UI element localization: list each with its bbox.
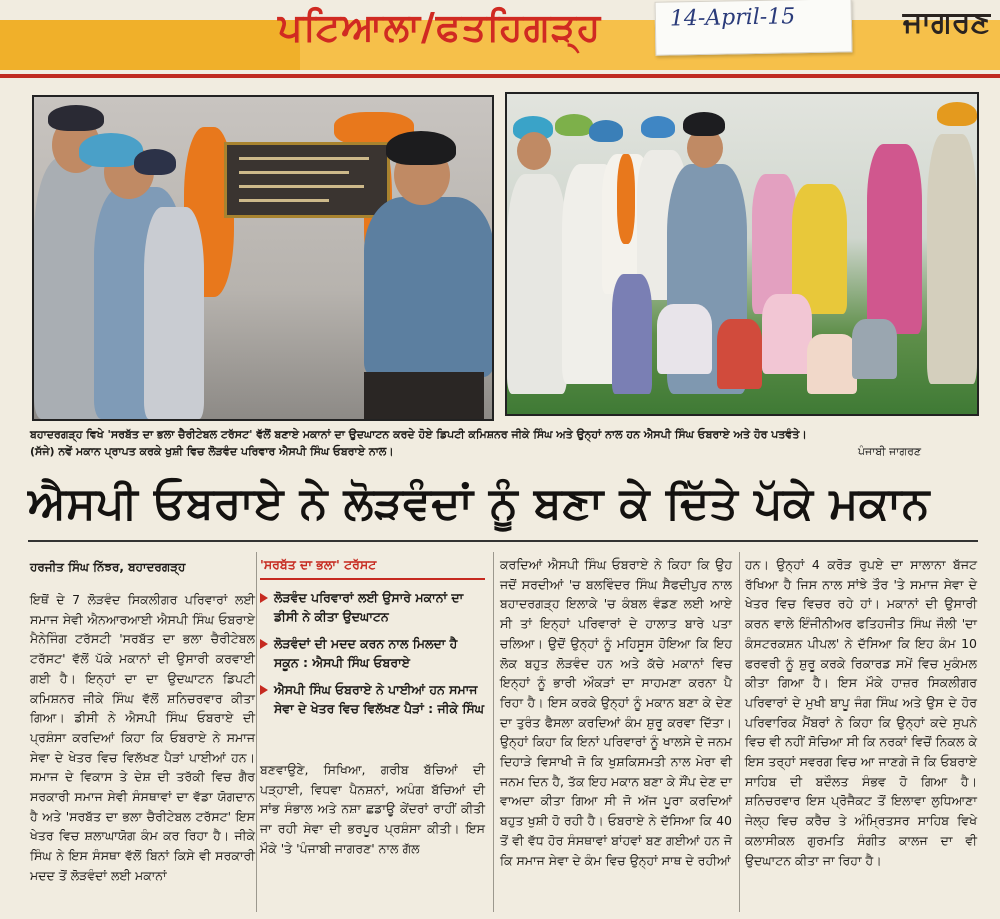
photo-family-group <box>505 92 979 416</box>
article-column-1: ਇਥੋਂ ਦੇ 7 ਲੋੜਵੰਦ ਸਿਕਲੀਗਰ ਪਰਿਵਾਰਾਂ ਲਈ ਸਮਾਜ ਸੇਵੀ ਐਨਆਰਆਈ ਐਸਪੀ ਸਿੰਘ ਓਬਰਾਏ ਮੈਨੇਜਿੰਗ ਟਰੱਸਟੀ 'ਸਰਬੱਤ ਦਾ ਭਲਾ ਚੈਰੀਟੇਬਲ ਟਰੱਸਟ' ਵੱਲੋਂ ਪੱਕੇ ਮਕਾਨਾਂ ਦੀ ਉਸਾਰੀ ਕਰਵਾਈ ਗਈ ਹੈ। ਇਨ੍ਹਾਂ ਦਾ ਦਾ ਉਦਘਾਟਨ ਡਿਪਟੀ ਕਮਿਸ਼ਨਰ ਜੀਕੇ ਸਿੰਘ ਵੱਲੋਂ ਸ਼ਨਿਚਰਵਾਰ ਕੀਤਾ ਗਿਆ। ਡੀਸੀ ਨੇ ਐਸਪੀ ਸਿੰਘ ਓਬਰਾਏ ਦੀ ਪ੍ਰਸ਼ੰਸਾ ਕਰਦਿਆਂ ਕਿਹਾ ਕਿ ਓਬਰਾਏ ਨੇ ਸਮਾਜ ਸੇਵਾ ਦੇ ਖੇਤਰ ਵਿਚ ਵਿਲੱਖਣ ਪੈੜਾਂ ਪਾਈਆਂ ਹਨ। ਸਮਾਜ ਦੇ ਵਿਕਾਸ ਤੇ ਦੇਸ਼ ਦੀ ਤਰੱਕੀ ਵਿਚ ਗੈਰ ਸਰਕਾਰੀ ਸਮਾਜ ਸੇਵੀ ਸੰਸਥਾਵਾਂ ਦਾ ਵੱਡਾ ਯੋਗਦਾਨ ਹੈ ਅਤੇ 'ਸਰਬੱਤ ਦਾ ਭਲਾ ਚੈਰੀਟੇਬਲ ਟਰੱਸਟ' ਇਸ ਖੇਤਰ ਵਿਚ ਸ਼ਲਾਘਾਯੋਗ ਕੰਮ ਕਰ ਰਿਹਾ ਹੈ। ਜੀਕੇ ਸਿੰਘ ਨੇ ਇਸ ਸੰਸਥਾ ਵੱਲੋਂ ਬਿਨਾਂ ਕਿਸੇ ਵੀ ਸਰਕਾਰੀ ਮਦਦ ਤੋਂ ਲੋੜਵੰਦਾਂ ਲਈ ਮਕਾਨਾਂ <box>30 592 255 883</box>
turban <box>641 116 675 138</box>
photo-inauguration <box>32 95 494 421</box>
column-divider <box>493 552 494 912</box>
person-figure <box>364 197 494 377</box>
child-figure <box>657 304 712 374</box>
byline: ਹਰਜੀਤ ਸਿੰਘ ਨਿੱਝਰ, ਬਹਾਦਰਗੜ੍ਹ <box>30 560 186 574</box>
person-figure <box>507 174 567 394</box>
highlight-item: ਲੋੜਵੰਦ ਪਰਿਵਾਰਾਂ ਲਈ ਉਸਾਰੇ ਮਕਾਨਾਂ ਦਾ ਡੀਸੀ ਨੇ ਕੀਤਾ ਉਦਘਾਟਨ <box>260 588 485 626</box>
person-figure <box>927 134 977 384</box>
headline: ਐਸਪੀ ਓਬਰਾਏ ਨੇ ਲੋੜਵੰਦਾਂ ਨੂੰ ਬਣਾ ਕੇ ਦਿੱਤੇ ਪੱਕੇ ਮਕਾਨ <box>28 478 930 529</box>
headline-rule <box>28 540 978 542</box>
turban <box>386 131 456 165</box>
turban <box>589 120 623 142</box>
person-figure <box>144 207 204 419</box>
masthead-band-left <box>0 20 300 70</box>
foundation-plaque <box>224 142 390 218</box>
photo-caption: ਬਹਾਦਰਗੜ੍ਹ ਵਿਖੇ 'ਸਰਬੱਤ ਦਾ ਭਲਾ ਚੈਰੀਟੇਬਲ ਟਰੱਸਟ' ਵੱਲੋਂ ਬਣਾਏ ਮਕਾਨਾਂ ਦਾ ਉਦਘਾਟਨ ਕਰਦੇ ਹੋਏ ਡਿਪਟੀ ਕਮਿਸ਼ਨਰ ਜੀਕੇ ਸਿੰਘ ਅਤੇ ਉਨ੍ਹਾਂ ਨਾਲ ਹਨ ਐਸਪੀ ਸਿੰਘ ਓਬਰਾਏ ਅਤੇ ਹੋਰ ਪਤਵੰਤੇ। <box>30 428 807 441</box>
turban <box>555 114 593 136</box>
turban <box>683 112 725 136</box>
person-figure <box>867 144 922 334</box>
photo-caption-secondary: (ਸੱਜੇ) ਨਵੇਂ ਮਕਾਨ ਪ੍ਰਾਪਤ ਕਰਕੇ ਖੁਸ਼ੀ ਵਿਚ ਲੋੜਵੰਦ ਪਰਿਵਾਰ ਐਸਪੀ ਸਿੰਘ ਓਬਰਾਏ ਨਾਲ। <box>30 445 394 458</box>
person-head <box>517 132 551 170</box>
highlights-title: 'ਸਰਬੱਤ ਦਾ ਭਲਾ' ਟਰੱਸਟ <box>260 555 485 580</box>
column-divider <box>256 552 257 912</box>
article-column-2: ਬਣਵਾਉਣੇ, ਸਿਖਿਆ, ਗਰੀਬ ਬੱਚਿਆਂ ਦੀ ਪੜ੍ਹਾਈ, ਵਿਧਵਾ ਪੈਨਸ਼ਨਾਂ, ਅਪੰਗ ਬੱਚਿਆਂ ਦੀ ਸਾਂਭ ਸੰਭਾਲ ਅਤੇ ਨਸ਼ਾ ਛਡਾਊ ਕੇਂਦਰਾਂ ਰਾਹੀਂ ਕੀਤੀ ਜਾ ਰਹੀ ਸੇਵਾ ਦੀ ਭਰਪੂਰ ਪ੍ਰਸ਼ੰਸਾ ਕੀਤੀ। ਇਸ ਮੌਕੇ 'ਤੇ 'ਪੰਜਾਬੀ ਜਾਗਰਣ' ਨਾਲ ਗੱਲ <box>260 762 485 856</box>
person-trousers <box>364 372 484 419</box>
masthead-rule <box>0 74 1000 78</box>
handwritten-date: 14-April-15 <box>669 4 796 32</box>
person-figure <box>752 174 797 314</box>
paper-name-partial: ਜਾਗਰਣ <box>902 5 990 40</box>
turban <box>48 105 104 131</box>
highlights-box <box>260 555 485 726</box>
child-figure <box>807 334 857 394</box>
date-note-slip <box>655 0 853 56</box>
highlight-item: ਐਸਪੀ ਸਿੰਘ ਓਬਰਾਏ ਨੇ ਪਾਈਆਂ ਹਨ ਸਮਾਜ ਸੇਵਾ ਦੇ ਖੇਤਰ ਵਿਚ ਵਿਲੱਖਣ ਪੈੜਾਂ : ਜੀਕੇ ਸਿੰਘ <box>260 680 485 718</box>
child-figure <box>852 319 897 379</box>
photo-credit: ਪੰਜਾਬੀ ਜਾਗਰਣ <box>858 445 922 458</box>
column-divider <box>739 552 740 912</box>
highlight-item: ਲੋੜਵੰਦਾਂ ਦੀ ਮਦਦ ਕਰਨ ਨਾਲ ਮਿਲਦਾ ਹੈ ਸਕੂਨ : ਐਸਪੀ ਸਿੰਘ ਓਬਰਾਏ <box>260 634 485 672</box>
masthead <box>0 0 1000 80</box>
turban <box>134 149 176 175</box>
section-title: ਪਟਿਆਲਾ/ਫਤਹਿਗੜ੍ਹ <box>278 5 602 49</box>
child-figure <box>717 319 762 389</box>
child-figure <box>762 294 812 374</box>
article-column-3: ਕਰਦਿਆਂ ਐਸਪੀ ਸਿੰਘ ਓਬਰਾਏ ਨੇ ਕਿਹਾ ਕਿ ਉਹ ਜਦੋਂ ਸਰਦੀਆਂ 'ਚ ਬਲਵਿੰਦਰ ਸਿੰਘ ਸੈਫਦੀਪੁਰ ਨਾਲ ਬਹਾਦਰਗੜ੍ਹ ਇਲਾਕੇ 'ਚ ਕੰਬਲ ਵੰਡਣ ਲਈ ਆਏ ਸੀ ਤਾਂ ਇਨ੍ਹਾਂ ਪਰਿਵਾਰਾਂ ਦੇ ਹਾਲਾਤ ਬਾਰੇ ਪਤਾ ਚਲਿਆ। ਉਦੋਂ ਉਨ੍ਹਾਂ ਨੂੰ ਮਹਿਸੂਸ ਹੋਇਆ ਕਿ ਇਹ ਲੋਕ ਬਹੁਤ ਲੋੜਵੰਦ ਹਨ ਅਤੇ ਕੱਚੇ ਮਕਾਨਾਂ ਵਿਚ ਇਨ੍ਹਾਂ ਨੂੰ ਭਾਰੀ ਔਕੜਾਂ ਦਾ ਸਾਹਮਣਾ ਕਰਨਾ ਪੈ ਰਿਹਾ ਹੈ। ਇਸ ਕਰਕੇ ਉਨ੍ਹਾਂ ਨੂੰ ਮਕਾਨ ਬਣਾ ਕੇ ਦੇਣ ਦਾ ਤੁਰੰਤ ਫੈਸਲਾ ਕਰਦਿਆਂ ਕੰਮ ਸ਼ੁਰੂ ਕਰਵਾ ਦਿੱਤਾ। ਉਨ੍ਹਾਂ ਕਿਹਾ ਕਿ ਇਨਾਂ ਪਰਿਵਾਰਾਂ ਨੂੰ ਖਾਲਸੇ ਦੇ ਜਨਮ ਦਿਹਾੜੇ ਵਿਸਾਖੀ ਜੋ ਕਿ ਖੁਸ਼ਕਿਸਮਤੀ ਨਾਲ ਮੇਰਾ ਵੀ ਜਨਮ ਦਿਨ ਹੈ, ਤੱਕ ਇਹ ਮਕਾਨ ਬਣਾ ਕੇ ਸੌਂਪ ਦੇਣ ਦਾ ਵਾਅਦਾ ਕੀਤਾ ਗਿਆ ਸੀ ਜੋ ਅੱਜ ਪੂਰਾ ਕਰਦਿਆਂ ਬਹੁਤ ਖੁਸ਼ੀ ਹੋ ਰਹੀ ਹੈ। ਓਬਰਾਏ ਨੇ ਦੱਸਿਆ ਕਿ 40 ਤੋਂ ਵੀ ਵੱਧ ਹੋਰ ਸੰਸਥਾਵਾਂ ਬਾਂਹਵਾਂ ਬਣ ਗਈਆਂ ਹਨ ਜੋ ਕਿ ਸਮਾਜ ਸੇਵਾ ਦੇ ਕੰਮ ਵਿਚ ਉਨ੍ਹਾਂ ਸਾਥ ਦੇ ਰਹੀਆਂ <box>500 557 732 868</box>
turban <box>937 102 977 126</box>
article-column-4: ਹਨ। ਉਨ੍ਹਾਂ 4 ਕਰੋੜ ਰੁਪਏ ਦਾ ਸਾਲਾਨਾ ਬੱਜਟ ਰੱਖਿਆ ਹੈ ਜਿਸ ਨਾਲ ਸਾਂਝੇ ਤੌਰ 'ਤੇ ਸਮਾਜ ਸੇਵਾ ਦੇ ਖੇਤਰ ਵਿਚ ਵਿਚਰ ਰਹੇ ਹਾਂ। ਮਕਾਨਾਂ ਦੀ ਉਸਾਰੀ ਕਰਨ ਵਾਲੇ ਇੰਜੀਨੀਅਰ ਫਤਿਹਜੀਤ ਸਿੰਘ ਜੌਲੀ 'ਦਾ ਕੰਸਟਰਕਸ਼ਨ ਪੀਪਲ' ਨੇ ਦੱਸਿਆ ਕਿ ਇਹ ਕੰਮ 10 ਫਰਵਰੀ ਨੂੰ ਸ਼ੁਰੂ ਕਰਕੇ ਰਿਕਾਰਡ ਸਮੇਂ ਵਿਚ ਮੁਕੰਮਲ ਕੀਤਾ ਗਿਆ ਹੈ। ਇਸ ਮੌਕੇ ਹਾਜ਼ਰ ਸਿਕਲੀਗਰ ਪਰਿਵਾਰਾਂ ਦੇ ਮੁਖੀ ਬਾਪੂ ਜੰਗ ਸਿੰਘ ਅਤੇ ਉਸ ਦੇ ਹੋਰ ਪਰਿਵਾਰਿਕ ਮੈਂਬਰਾਂ ਨੇ ਕਿਹਾ ਕਿ ਉਨ੍ਹਾਂ ਕਦੇ ਸੁਪਨੇ ਵਿਚ ਵੀ ਨਹੀਂ ਸੋਚਿਆ ਸੀ ਕਿ ਨਰਕਾਂ ਵਿਚੋਂ ਨਿਕਲ ਕੇ ਇਸ ਤਰ੍ਹਾਂ ਸਵਰਗ ਵਿਚ ਆ ਜਾਣਗੇ ਜੋ ਕਿ ਓਬਰਾਏ ਸਾਹਿਬ ਦੀ ਬਦੌਲਤ ਸੰਭਵ ਹੋ ਗਿਆ ਹੈ। ਸ਼ਨਿਚਰਵਾਰ ਇਸ ਪ੍ਰੋਜੈਕਟ ਤੋਂ ਇਲਾਵਾ ਲੁਧਿਆਣਾ ਜੇਲ੍ਹ ਵਿਚ ਕਰੈਚ ਤੇ ਅੰਮ੍ਰਿਤਸਰ ਸਾਹਿਬ ਵਿਖੇ ਕਲਾਸੀਕਲ ਗੁਰਮਤਿ ਸੰਗੀਤ ਕਾਲਜ ਦਾ ਵੀ ਉਦਘਾਟਨ ਕੀਤਾ ਜਾ ਰਿਹਾ ਹੈ। <box>745 557 977 868</box>
child-figure <box>612 274 652 394</box>
garland <box>617 154 635 244</box>
